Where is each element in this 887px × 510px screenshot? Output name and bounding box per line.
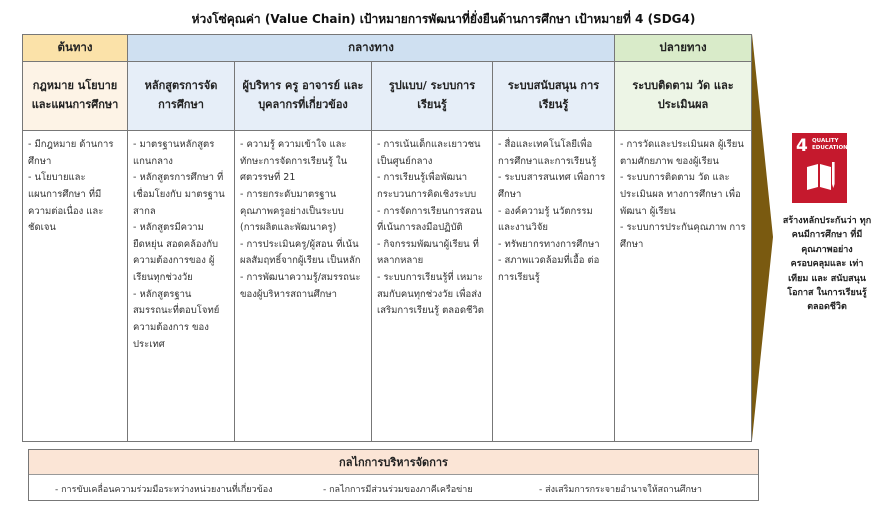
list-item: - หลักสูตรมีความ ยืดหยุ่น สอดคล้องกับ ความต้องการของ ผู้เรียนทุกช่วงวัย: [133, 222, 219, 283]
column-heading-personnel: ผู้บริหาร ครู อาจารย์ และบุคลากรที่เกี่ยวข้อง: [234, 61, 372, 131]
mechanism-item: - ส่งเสริมการกระจายอำนาจให้สถานศึกษา: [539, 485, 702, 495]
management-mechanism-box: [28, 449, 759, 501]
list-item: - กิจกรรมพัฒนาผู้เรียน ที่หลากหลาย: [377, 238, 479, 267]
header-downstream: ปลายทาง: [614, 34, 752, 62]
list-item: - การวัดและประเมินผล ผู้เรียนตามศักยภาพ ของผู้เรียน: [620, 139, 744, 167]
list-item: - หลักสูตรฐาน สมรรถนะที่ตอบโจทย์ ความต้องการ ของประเทศ: [133, 288, 220, 350]
column-body-personnel: [234, 130, 372, 442]
mechanism-item: - กลไกการมีส่วนร่วมของภาคีเครือข่าย: [323, 485, 473, 495]
sdg4-badge: [792, 133, 847, 203]
column-heading-evaluation: ระบบติดตาม วัด และ ประเมินผล: [614, 61, 752, 131]
list-item: - ทรัพยากรทางการศึกษา: [498, 238, 600, 250]
list-item: - การเรียนรู้เพื่อพัฒนา กระบวนการคิดเชิงระบบ: [377, 172, 477, 200]
sdg-label: QUALITY EDUCATION: [812, 138, 848, 151]
list-item: - ระบบการเรียนรู้ที่ เหมาะสมกับคนทุกช่วงวัย เพื่อส่งเสริมการเรียนรู้ ตลอดชีวิต: [377, 272, 484, 317]
list-item: - การพัฒนาความรู้/สมรรถนะ ของผู้บริหารสถานศึกษา: [240, 272, 361, 300]
header-upstream: ต้นทาง: [22, 34, 128, 62]
sdg-number: 4: [796, 136, 808, 156]
list-item: - การจัดการเรียนการสอน ที่เน้นการลงมือปฏิบัติ: [377, 205, 483, 234]
column-heading-law-policy: กฎหมาย นโยบาย และแผนการศึกษา: [22, 61, 128, 131]
list-item: - นโยบายและ แผนการศึกษา ที่มีความต่อเนื่อง และชัดเจน: [28, 172, 104, 234]
list-item: - สภาพแวดล้อมที่เอื้อ ต่อการเรียนรู้: [498, 255, 600, 283]
column-body-curriculum: [127, 130, 235, 442]
list-item: - หลักสูตรการศึกษา ที่เชื่อมโยงกับ มาตรฐานสากล: [133, 172, 225, 217]
list-item: - การประเมินครู/ผู้สอน ที่เน้นผลสัมฤทธิ์จากผู้เรียน เป็นหลัก: [240, 238, 361, 267]
list-item: - ความรู้ ความเข้าใจ และ ทักษะการจัดการเรียนรู้ ในศตวรรษที่ 21: [240, 139, 348, 184]
column-body-evaluation: [614, 130, 752, 442]
column-heading-support-system: ระบบสนับสนุน การเรียนรู้: [492, 61, 615, 131]
sdg4-goal-text: สร้างหลักประกันว่า ทุกคนมีการศึกษา ที่มีคุณภาพอย่าง ครอบคลุมและ เท่าเทียม และ สนับสนุนโอกาส ในการเรียนรู้ ตลอดชีวิต: [782, 216, 872, 313]
mechanism-item: - การขับเคลื่อนความร่วมมือระหว่างหน่วยงานที่เกี่ยวข้อง: [55, 485, 273, 495]
list-item: - มีกฎหมาย ด้านการศึกษา: [28, 139, 114, 167]
diagram-title: ห่วงโซ่คุณค่า (Value Chain) เป้าหมายการพัฒนาที่ยั่งยืนด้านการศึกษา เป้าหมายที่ 4 (SDG4): [191, 12, 696, 26]
list-item: - การยกระดับมาตรฐาน คุณภาพครูอย่างเป็นระบบ (การผลิตและพัฒนาครู): [240, 188, 344, 234]
list-item: - องค์ความรู้ นวัตกรรม และงานวิจัย: [498, 205, 593, 234]
column-heading-learning-model: รูปแบบ/ ระบบการเรียนรู้: [371, 61, 493, 131]
column-body-law-policy: [22, 130, 128, 442]
mechanism-title: กลไกการบริหารจัดการ: [29, 450, 758, 475]
flow-arrow-icon: [752, 34, 773, 440]
header-midstream: กลางทาง: [127, 34, 615, 62]
list-item: - มาตรฐานหลักสูตร แกนกลาง: [133, 139, 215, 167]
list-item: - ระบบสารสนเทศ เพื่อการศึกษา: [498, 172, 606, 200]
open-book-pencil-icon: [805, 159, 835, 193]
column-body-learning-model: [371, 130, 493, 442]
list-item: - ระบบการติดตาม วัด และประเมินผล ทางการศึกษา เพื่อพัฒนา ผู้เรียน: [620, 172, 741, 217]
list-item: - สื่อและเทคโนโลยีเพื่อ การศึกษาและการเรียนรู้: [498, 139, 597, 167]
column-heading-curriculum: หลักสูตรการจัด การศึกษา: [127, 61, 235, 131]
list-item: - ระบบการประกันคุณภาพ การศึกษา: [620, 222, 746, 250]
column-body-support-system: [492, 130, 615, 442]
list-item: - การเน้นเด็กและเยาวชน เป็นศูนย์กลาง: [377, 139, 481, 167]
